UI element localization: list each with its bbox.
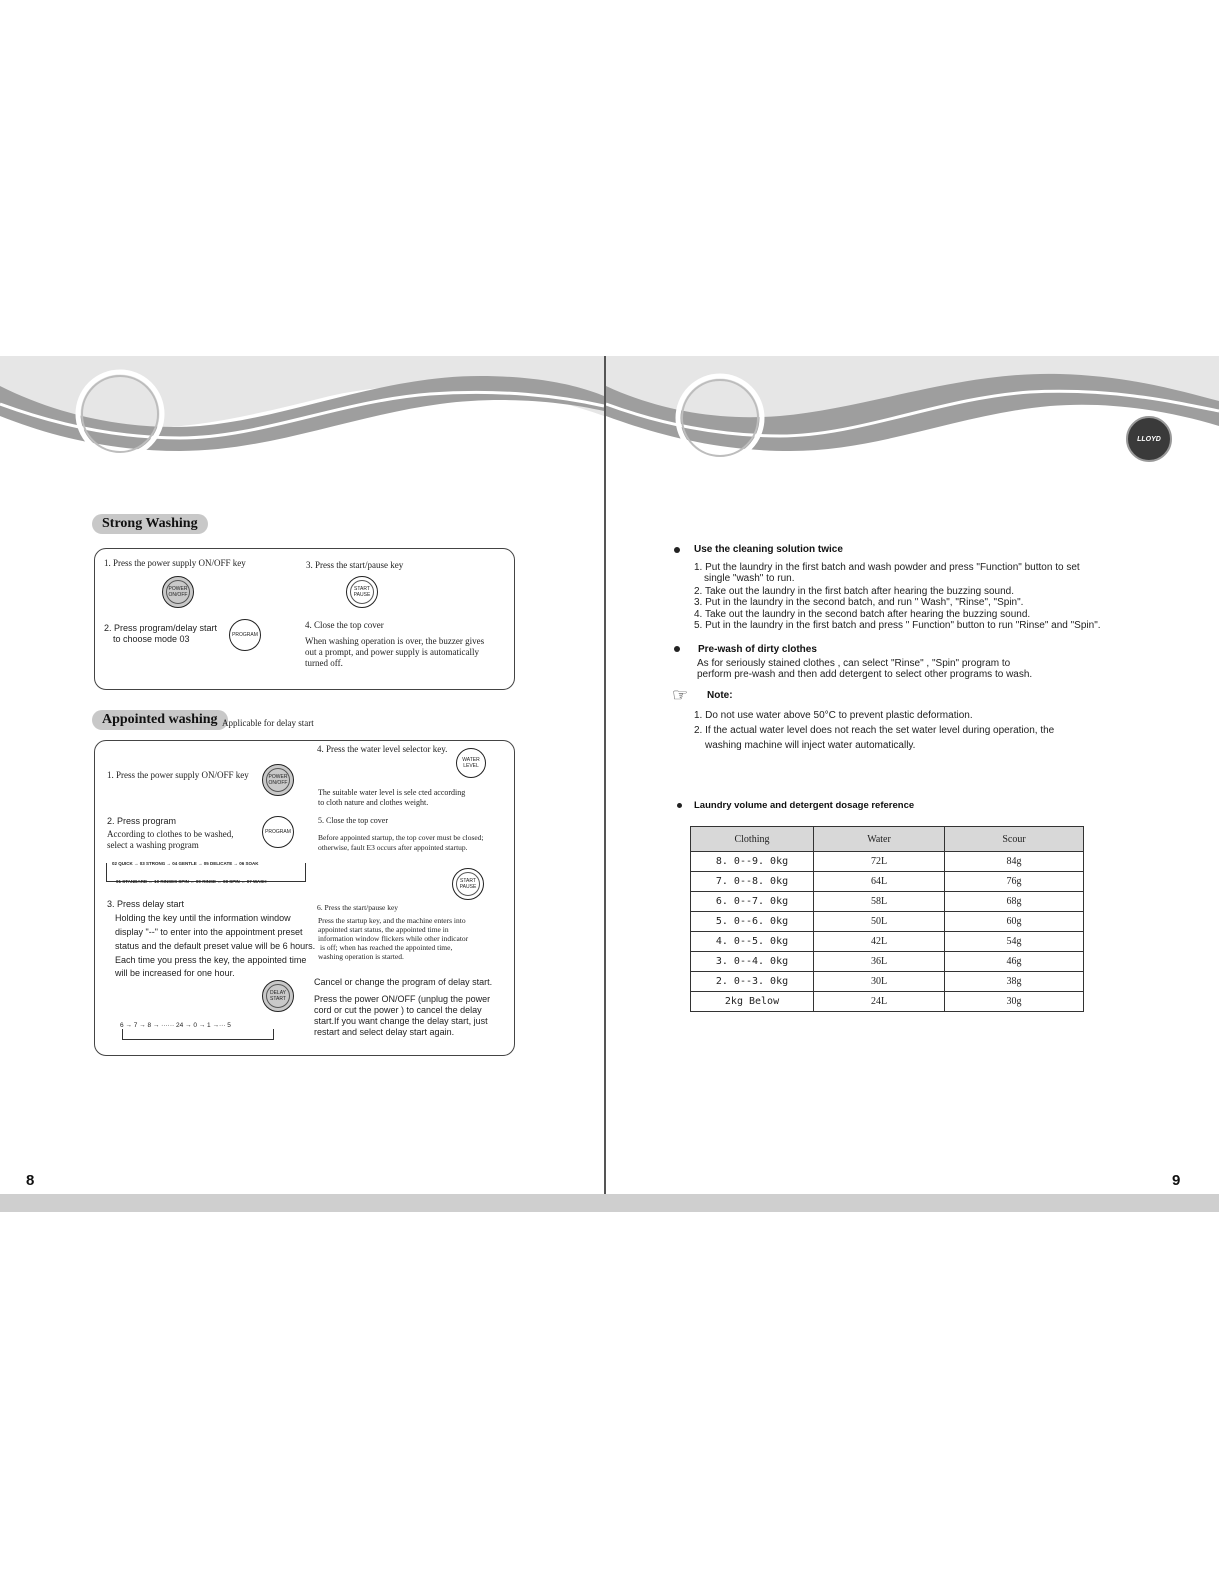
cell-water: 64L — [814, 872, 945, 892]
cell-water: 24L — [814, 992, 945, 1012]
prewash-title: Pre-wash of dirty clothes — [698, 644, 817, 655]
manual-spread — [0, 356, 1219, 1212]
note-line2: 2. If the actual water level does not reach the set water level during operation, the — [694, 725, 1055, 736]
cell-scour: 68g — [945, 892, 1084, 912]
header-wave-decoration — [0, 356, 1219, 476]
sw-step4-title: 4. Close the top cover — [305, 620, 384, 630]
table-row — [691, 852, 1084, 872]
cell-water: 30L — [814, 972, 945, 992]
cell-clothing: 5. 0--6. 0kg — [691, 912, 814, 932]
cell-water: 50L — [814, 912, 945, 932]
header-water: Water — [814, 827, 945, 852]
cell-water: 58L — [814, 892, 945, 912]
aw-program-key-icon: PROGRAM — [262, 816, 294, 848]
aw-step5-line2: otherwise, fault E3 occurs after appointed startup. — [318, 843, 468, 852]
program-key-icon: PROGRAM — [229, 619, 261, 651]
cleaning-line5: 5. Put in the laundry in the first batch and press " Function" button to run "Rinse" and "Spin". — [694, 620, 1101, 631]
aw-step5-title: 5. Close the top cover — [318, 816, 388, 825]
delay-sequence: 6 → 7 → 8 → ······ 24 → 0 → 1 →··· 5 — [120, 1022, 231, 1029]
cleaning-line1b: single "wash" to run. — [704, 573, 795, 584]
aw-step6-line4: is off; when has reached the appointed time, — [320, 943, 453, 952]
aw-cancel-line4: restart and select delay start again. — [314, 1027, 455, 1037]
appointed-washing-title: Appointed washing — [92, 710, 228, 730]
cell-water: 42L — [814, 932, 945, 952]
cell-clothing: 7. 0--8. 0kg — [691, 872, 814, 892]
aw-step4-line1: The suitable water level is sele cted according — [318, 788, 466, 797]
table-row — [691, 932, 1084, 952]
dosage-table — [690, 826, 1084, 1012]
bullet-cleaning — [674, 547, 680, 553]
aw-step4-title: 4. Press the water level selector key. — [317, 744, 448, 754]
aw-step6-line5: washing operation is started. — [318, 952, 404, 961]
prewash-line2: perform pre-wash and then add detergent to select other programs to wash. — [697, 669, 1033, 680]
start-pause-key-icon: START PAUSE — [346, 576, 378, 608]
cell-clothing: 2kg Below — [691, 992, 814, 1012]
page-number-left: 8 — [26, 1172, 35, 1189]
cell-clothing: 3. 0--4. 0kg — [691, 952, 814, 972]
aw-cancel-title: Cancel or change the program of delay start. — [314, 977, 493, 987]
cell-clothing: 6. 0--7. 0kg — [691, 892, 814, 912]
sw-step1: 1. Press the power supply ON/OFF key — [104, 558, 246, 568]
table-row — [691, 972, 1084, 992]
header-scour: Scour — [945, 827, 1084, 852]
water-level-key-icon: WATER LEVEL — [456, 748, 486, 778]
power-key-icon: POWER ON/OFF — [162, 576, 194, 608]
prewash-line1: As for seriously stained clothes , can select "Rinse" , "Spin" program to — [697, 658, 1011, 669]
dosage-table-header — [691, 827, 1084, 852]
aw-step6-title: 6. Press the start/pause key — [317, 903, 399, 912]
aw-step6-line3: information window flickers while other indicator — [318, 934, 469, 943]
appointed-washing-subtitle: Applicable for delay start — [222, 718, 314, 728]
sw-step4-line3: turned off. — [305, 658, 343, 668]
page-gutter — [604, 356, 606, 1194]
aw-step3-line1: Holding the key until the information window — [115, 913, 291, 923]
aw-step6-line2: appointed start status, the appointed time in — [318, 925, 449, 934]
cleaning-line4: 4. Take out the laundry in the second batch after hearing the buzzing sound. — [694, 609, 1031, 620]
cell-scour: 84g — [945, 852, 1084, 872]
program-flow-top: 02 QUICK → 03 STRONG → 04 GENTLE → 05 DELICATE → 06 SOAK — [112, 861, 259, 866]
table-row — [691, 892, 1084, 912]
cleaning-title: Use the cleaning solution twice — [694, 544, 843, 555]
note-title: Note: — [707, 690, 733, 701]
delay-start-key-icon: DELAY START — [262, 980, 294, 1012]
table-row — [691, 912, 1084, 932]
cell-scour: 30g — [945, 992, 1084, 1012]
note-line3: washing machine will inject water automatically. — [705, 740, 916, 751]
table-row — [691, 872, 1084, 892]
aw-start-pause-key-icon: START PAUSE — [452, 868, 484, 900]
cell-clothing: 8. 0--9. 0kg — [691, 852, 814, 872]
sw-step4-line1: When washing operation is over, the buzzer gives — [305, 636, 485, 646]
bullet-dosage — [677, 803, 682, 808]
brand-logo-text: LLOYD — [1137, 435, 1161, 443]
aw-power-key-icon: POWER ON/OFF — [262, 764, 294, 796]
aw-step3-line2: display "--" to enter into the appointment preset — [115, 927, 303, 937]
sw-step4-line2: out a prompt, and power supply is automatically — [305, 647, 479, 657]
cell-scour: 54g — [945, 932, 1084, 952]
sw-step3: 3. Press the start/pause key — [306, 560, 404, 570]
aw-step3-line3: status and the default preset value will be 6 hours. — [115, 941, 316, 951]
cell-scour: 60g — [945, 912, 1084, 932]
cell-water: 36L — [814, 952, 945, 972]
aw-cancel-line1: Press the power ON/OFF (unplug the power — [314, 994, 491, 1004]
aw-step2-line1: According to clothes to be washed, — [107, 829, 234, 839]
bottom-band — [0, 1194, 1219, 1212]
delay-sequence-bracket — [122, 1029, 274, 1040]
page-number-right: 9 — [1172, 1172, 1181, 1189]
aw-step3-title: 3. Press delay start — [107, 899, 185, 909]
sw-step2-line2: to choose mode 03 — [113, 634, 190, 644]
sw-step2-line1: 2. Press program/delay start — [104, 623, 218, 633]
aw-cancel-line3: start.If you want change the delay start, just — [314, 1016, 488, 1026]
aw-step6-line1: Press the startup key, and the machine enters into — [318, 916, 466, 925]
program-flow-bottom: 01 STANDARD ← 10 RINSES SPIN ← 09 RINSE ← 08 SPIN ← 07 WASH — [116, 879, 267, 884]
cell-clothing: 2. 0--3. 0kg — [691, 972, 814, 992]
cell-water: 72L — [814, 852, 945, 872]
cell-clothing: 4. 0--5. 0kg — [691, 932, 814, 952]
cleaning-line1: 1. Put the laundry in the first batch and wash powder and press "Function" button to set — [694, 562, 1080, 573]
strong-washing-title: Strong Washing — [92, 514, 208, 534]
cleaning-line2: 2. Take out the laundry in the first batch after hearing the buzzing sound. — [694, 586, 1015, 597]
aw-step1: 1. Press the power supply ON/OFF key — [107, 770, 249, 780]
brand-logo — [1126, 416, 1172, 462]
pointing-hand-icon: ☞ — [672, 685, 689, 705]
aw-step3-line5: will be increased for one hour. — [115, 968, 235, 978]
aw-step3-line4: Each time you press the key, the appointed time — [115, 955, 307, 965]
table-row — [691, 952, 1084, 972]
dosage-title: Laundry volume and detergent dosage reference — [694, 800, 915, 811]
aw-step2-line2: select a washing program — [107, 840, 199, 850]
aw-step4-line2: to cloth nature and clothes weight. — [318, 798, 429, 807]
cell-scour: 38g — [945, 972, 1084, 992]
cell-scour: 46g — [945, 952, 1084, 972]
cleaning-line3: 3. Put in the laundry in the second batch, and run " Wash", "Rinse", "Spin". — [694, 597, 1024, 608]
cell-scour: 76g — [945, 872, 1084, 892]
aw-cancel-line2: cord or cut the power ) to cancel the delay — [314, 1005, 482, 1015]
table-row — [691, 992, 1084, 1012]
note-line1: 1. Do not use water above 50°C to prevent plastic deformation. — [694, 710, 973, 721]
aw-step2-title: 2. Press program — [107, 816, 177, 826]
bullet-prewash — [674, 646, 680, 652]
aw-step5-line1: Before appointed startup, the top cover must be closed; — [318, 833, 484, 842]
header-clothing: Clothing — [691, 827, 814, 852]
